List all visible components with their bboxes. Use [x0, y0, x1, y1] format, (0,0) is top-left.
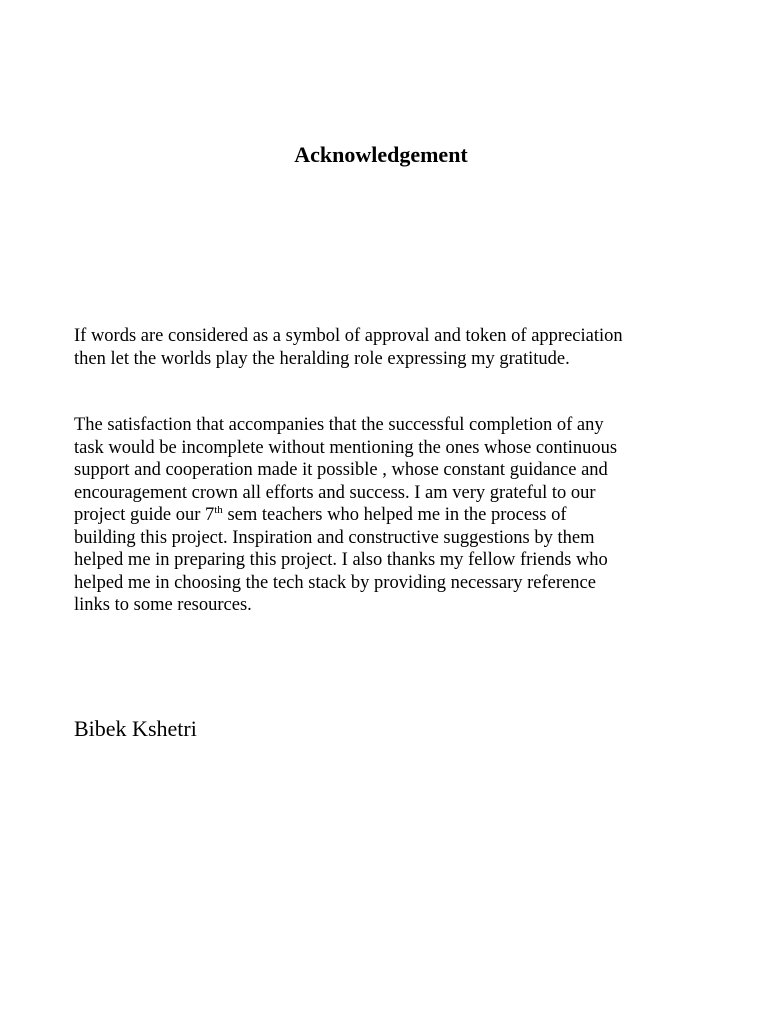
paragraph-line: The satisfaction that accompanies that the successful completion of any	[74, 415, 604, 435]
intro-paragraph	[74, 325, 694, 370]
line-text: project guide our 7	[74, 505, 215, 525]
line-text: sem teachers who helped me in the process of	[222, 505, 567, 525]
ordinal-superscript: th	[214, 504, 223, 516]
page-title: Acknowledgement	[294, 142, 468, 167]
paragraph-line: task would be incomplete without mentioning the ones whose continuous	[74, 437, 618, 458]
paragraph-line: then let the worlds play the heralding role expressing my gratitude.	[74, 348, 570, 369]
paragraph-line	[74, 504, 694, 527]
paragraph-line: support and cooperation made it possible , whose constant guidance and	[74, 460, 608, 480]
signature-name: Bibek Kshetri	[74, 716, 197, 741]
paragraph-line: building this project. Inspiration and constructive suggestions by them	[74, 527, 595, 548]
paragraph-line: helped me in choosing the tech stack by providing necessary reference	[74, 572, 596, 593]
paragraph-line: encouragement crown all efforts and success. I am very grateful to our	[74, 482, 596, 503]
paragraph-line: helped me in preparing this project. I also thanks my fellow friends who	[74, 550, 608, 570]
paragraph-line: links to some resources.	[74, 595, 252, 615]
paragraph-line: If words are considered as a symbol of approval and token of appreciation	[74, 326, 623, 346]
gratitude-paragraph	[74, 414, 694, 617]
